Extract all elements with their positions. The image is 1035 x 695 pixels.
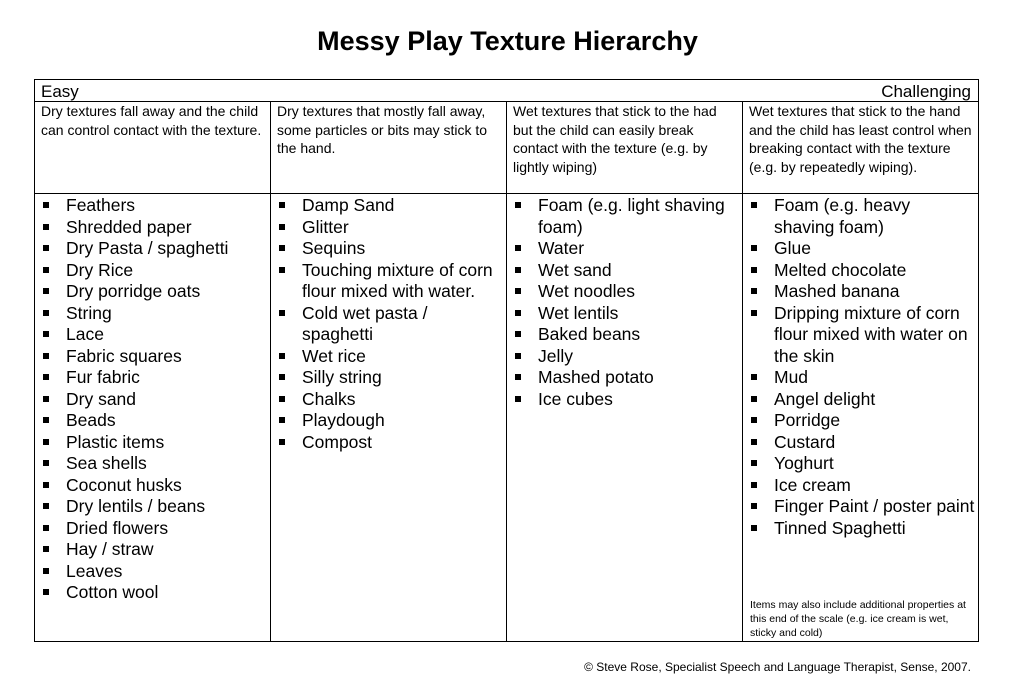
texture-item: Sea shells xyxy=(35,453,270,475)
texture-item: Wet rice xyxy=(271,346,506,368)
texture-item: Compost xyxy=(271,432,506,454)
texture-item: Porridge xyxy=(743,410,979,432)
texture-item: Custard xyxy=(743,432,979,454)
texture-item: Dry Pasta / spaghetti xyxy=(35,238,270,260)
texture-item: Silly string xyxy=(271,367,506,389)
texture-item: Wet lentils xyxy=(507,303,742,325)
texture-item: Cotton wool xyxy=(35,582,270,604)
texture-item: Water xyxy=(507,238,742,260)
texture-item: Touching mixture of corn flour mixed with water. xyxy=(271,260,506,303)
texture-item: Hay / straw xyxy=(35,539,270,561)
texture-list xyxy=(507,194,742,410)
texture-item: Fur fabric xyxy=(35,367,270,389)
scale-challenging-label: Challenging xyxy=(881,82,971,101)
texture-item: Dripping mixture of corn flour mixed with water on the skin xyxy=(743,303,979,368)
texture-item: Cold wet pasta / spaghetti xyxy=(271,303,506,346)
texture-item: Baked beans xyxy=(507,324,742,346)
texture-item: Mashed potato xyxy=(507,367,742,389)
texture-column-2 xyxy=(271,101,507,641)
column-note: Items may also include additional properties at this end of the scale (e.g. ice cream is wet, sticky and cold) xyxy=(750,599,966,639)
texture-item: Dry porridge oats xyxy=(35,281,270,303)
texture-item: Tinned Spaghetti xyxy=(743,518,979,540)
texture-item: Beads xyxy=(35,410,270,432)
texture-column-1 xyxy=(35,101,271,641)
texture-item: Foam (e.g. light shaving foam) xyxy=(507,195,742,238)
texture-item: Jelly xyxy=(507,346,742,368)
texture-item: Melted chocolate xyxy=(743,260,979,282)
texture-item: Playdough xyxy=(271,410,506,432)
texture-item: Dry sand xyxy=(35,389,270,411)
texture-list xyxy=(35,194,270,604)
column-description: Dry textures fall away and the child can control contact with the texture. xyxy=(35,101,270,194)
column-description: Dry textures that mostly fall away, some particles or bits may stick to the hand. xyxy=(271,101,506,194)
page-title: Messy Play Texture Hierarchy xyxy=(317,26,698,56)
column-description: Wet textures that stick to the had but the child can easily break contact with the texture (e.g. by lightly wiping) xyxy=(507,101,742,194)
texture-column-3 xyxy=(507,101,743,641)
texture-item: Finger Paint / poster paint xyxy=(743,496,979,518)
column-description: Wet textures that stick to the hand and the child has least control when breaking contact with the texture (e.g. by repeatedly wiping). xyxy=(743,101,979,194)
texture-item: Plastic items xyxy=(35,432,270,454)
texture-item: Sequins xyxy=(271,238,506,260)
texture-item: Coconut husks xyxy=(35,475,270,497)
texture-item: Lace xyxy=(35,324,270,346)
texture-item: Foam (e.g. heavy shaving foam) xyxy=(743,195,979,238)
texture-item: Ice cubes xyxy=(507,389,742,411)
texture-item: Wet sand xyxy=(507,260,742,282)
texture-item: Chalks xyxy=(271,389,506,411)
texture-item: Shredded paper xyxy=(35,217,270,239)
texture-item: Dry lentils / beans xyxy=(35,496,270,518)
texture-list xyxy=(271,194,506,453)
texture-item: Glue xyxy=(743,238,979,260)
texture-item: Ice cream xyxy=(743,475,979,497)
texture-hierarchy-table xyxy=(34,79,979,642)
texture-item: Fabric squares xyxy=(35,346,270,368)
texture-item: Glitter xyxy=(271,217,506,239)
texture-item: Yoghurt xyxy=(743,453,979,475)
texture-item: String xyxy=(35,303,270,325)
texture-item: Feathers xyxy=(35,195,270,217)
texture-item: Mashed banana xyxy=(743,281,979,303)
texture-item: Mud xyxy=(743,367,979,389)
texture-item: Dried flowers xyxy=(35,518,270,540)
texture-item: Angel delight xyxy=(743,389,979,411)
texture-item: Leaves xyxy=(35,561,270,583)
texture-list xyxy=(743,194,979,539)
difficulty-scale xyxy=(35,80,978,102)
scale-easy-label: Easy xyxy=(41,82,79,101)
texture-item: Dry Rice xyxy=(35,260,270,282)
texture-item: Wet noodles xyxy=(507,281,742,303)
texture-column-4 xyxy=(743,101,979,641)
copyright-credit: © Steve Rose, Specialist Speech and Language Therapist, Sense, 2007. xyxy=(584,660,971,674)
texture-item: Damp Sand xyxy=(271,195,506,217)
